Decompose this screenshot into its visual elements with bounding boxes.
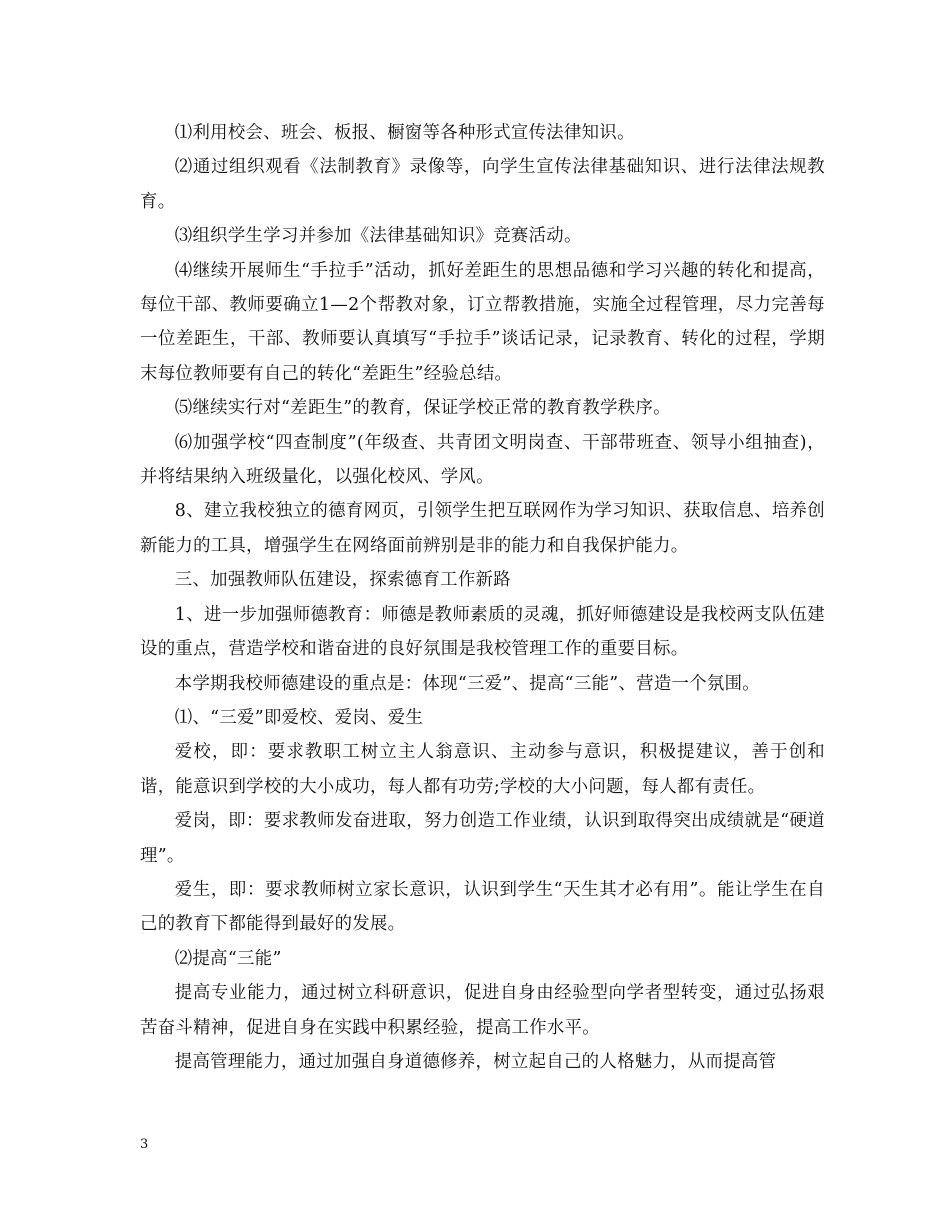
paragraph-love-students: 爱生，即：要求教师树立家长意识，认识到学生“天生其才必有用”。能让学生在自己的教育下都能得到最好的发展。 (140, 879, 825, 935)
paragraph-ethics-focus: 本学期我校师德建设的重点是：体现“三爱”、提高“三能”、营造一个氛围。 (174, 673, 760, 694)
paragraph-moral-webpage: 8、建立我校独立的德育网页，引领学生把互联网作为学习知识、获取信息、培养创新能力的工具，增强学生在网络面前辨别是非的能力和自我保护能力。 (140, 501, 825, 556)
paragraph-teacher-ethics: 1、进一步加强师德教育：师德是教师素质的灵魂，抓好师德建设是我校两支队伍建设的重点，营造学校和谐奋进的良好氛围是我校管理工作的重要目标。 (140, 604, 825, 660)
paragraph-four-checks: ⑹加强学校“四查制度”(年级查、共青团文明岗查、干部带班查、领导小组抽查)，并将结果纳入班级量化，以强化校风、学风。 (140, 432, 825, 488)
document-body (140, 116, 825, 1079)
paragraph-law-contest: ⑶组织学生学习并参加《法律基础知识》竞赛活动。 (174, 226, 582, 247)
paragraph-professional-ability: 提高专业能力，通过树立科研意识，促进自身由经验型向学者型转变，通过弘扬艰苦奋斗精神，促进自身在实践中积累经验，提高工作水平。 (140, 983, 825, 1038)
paragraph-three-loves: ⑴、“三爱”即爱校、爱岗、爱生 (174, 707, 424, 728)
paragraph-love-school: 爱校，即：要求教职工树立主人翁意识、主动参与意识，积极提建议，善于创和谐，能意识到学校的大小成功，每人都有功劳;学校的大小问题，每人都有责任。 (140, 742, 825, 797)
section-heading-teacher-team: 三、加强教师队伍建设，探索德育工作新路 (174, 570, 511, 591)
paragraph-management-ability: 提高管理能力，通过加强自身道德修养，树立起自己的人格魅力，从而提高管 (174, 1051, 777, 1072)
paragraph-legal-video: ⑵通过组织观看《法制教育》录像等，向学生宣传法律基础知识、进行法律法规教育。 (140, 157, 825, 212)
paragraph-hand-in-hand: ⑷继续开展师生“手拉手”活动，抓好差距生的思想品德和学习兴趣的转化和提高，每位干部、教师要确立1—2个帮教对象，订立帮教措施，实施全过程管理，尽力完善每一位差距生，干部、教师要认真填写“手拉手”谈话记录，记录教育、转化的过程，学期末每位教师要有自己的转化“差距生”经验总结。 (140, 260, 825, 384)
paragraph-love-post: 爱岗，即：要求教师发奋进取，努力创造工作业绩，认识到取得突出成绩就是“硬道理”。 (140, 811, 825, 866)
paragraph-gap-students: ⑸继续实行对“差距生”的教育，保证学校正常的教育教学秩序。 (174, 398, 671, 419)
page-number: 3 (140, 1137, 149, 1152)
paragraph-law-publicity: ⑴利用校会、班会、板报、橱窗等各种形式宣传法律知识。 (174, 123, 635, 143)
paragraph-three-abilities: ⑵提高“三能” (174, 948, 282, 969)
